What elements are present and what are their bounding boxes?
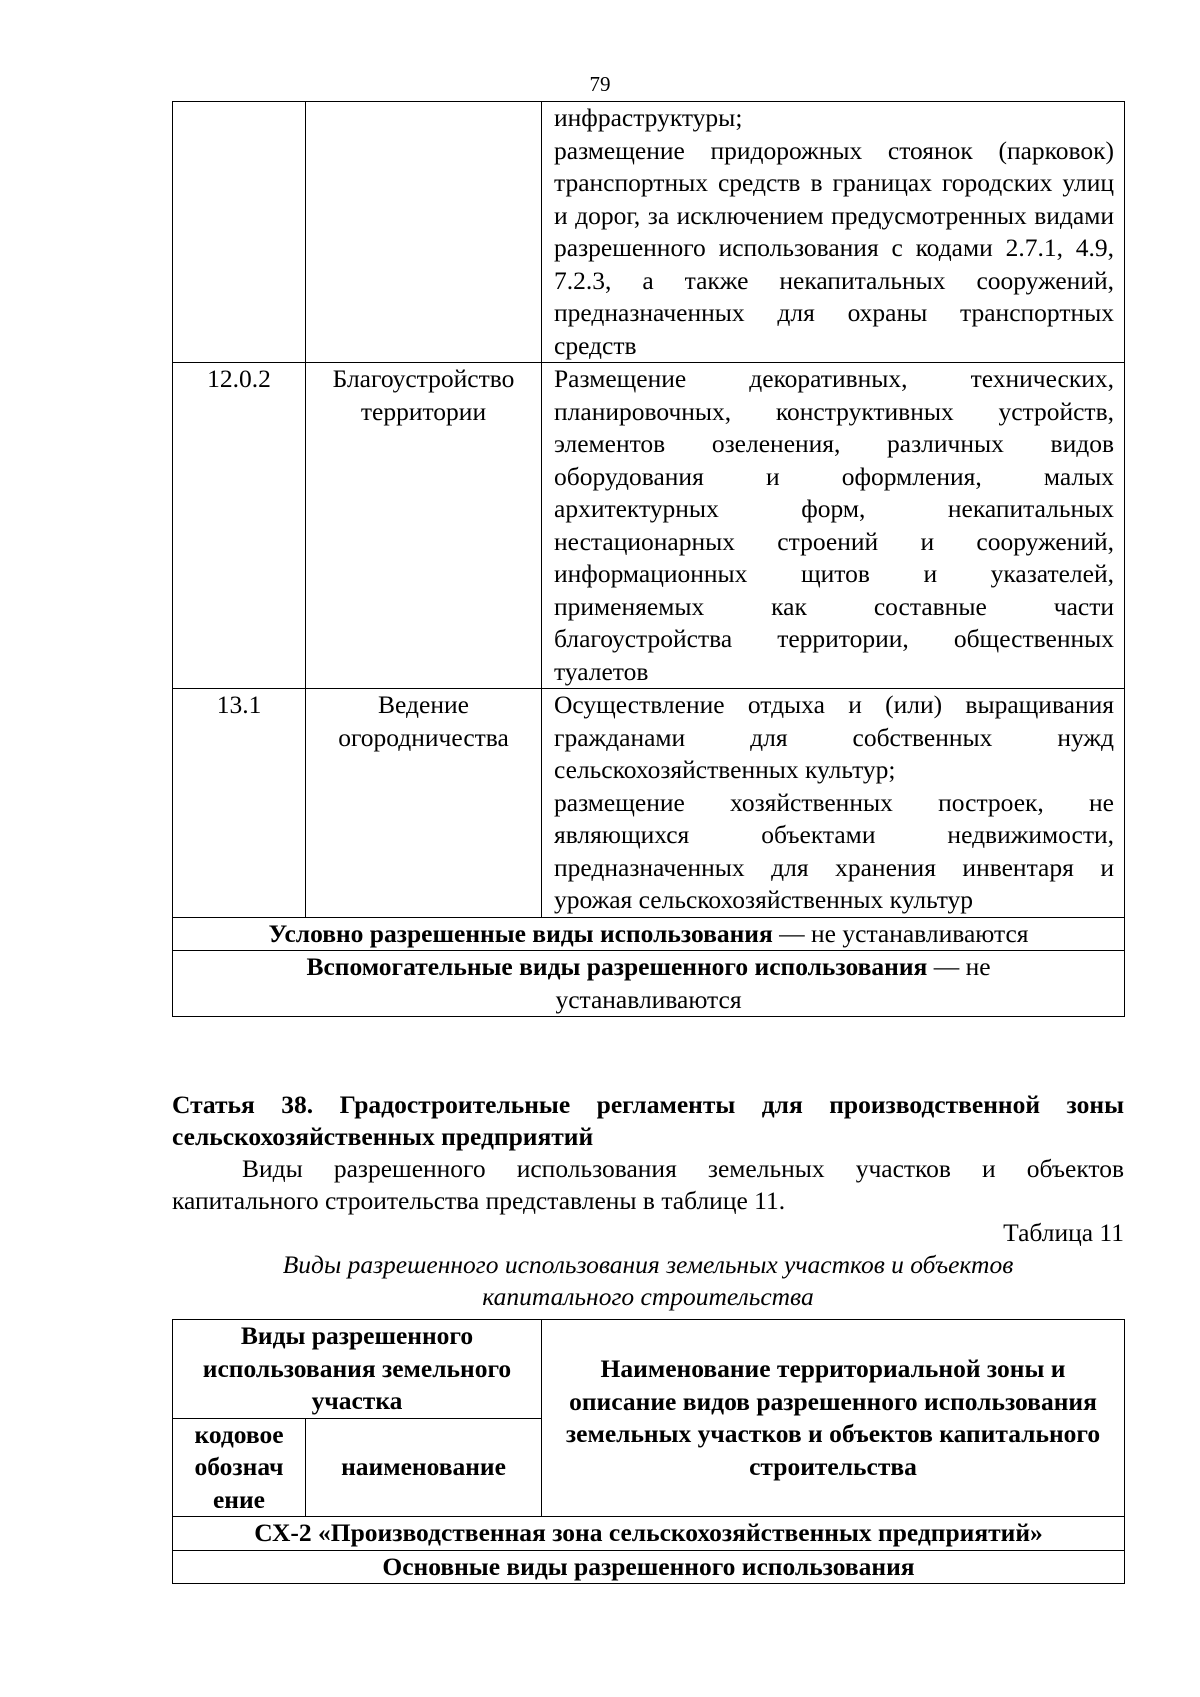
table-label: Таблица 11 xyxy=(1003,1218,1124,1247)
use-name-cell: Благоустройство территории xyxy=(306,363,542,689)
land-use-table-continued xyxy=(172,101,1125,1017)
zone-title-cell: СХ-2 «Производственная зона сельскохозяйственных предприятий» xyxy=(173,1517,1125,1551)
conditional-uses-heading: Условно разрешенные виды использования xyxy=(268,918,773,948)
zone-description-header-cell: Наименование территориальной зоны и описание видов разрешенного использования земельных участков и объектов капитального строительства xyxy=(542,1320,1125,1517)
use-code-cell xyxy=(173,102,306,363)
conditional-uses-note: — не устанавливаются xyxy=(772,918,1029,948)
table-caption: Виды разрешенного использования земельных участков и объектов капитального строительства xyxy=(282,1250,1014,1311)
use-name-cell: Ведение огородничества xyxy=(306,689,542,918)
zone-row xyxy=(173,1517,1125,1551)
group-header-cell: Виды разрешенного использования земельного участка xyxy=(173,1320,542,1419)
use-description-cell xyxy=(542,363,1125,689)
use-description-cell xyxy=(542,102,1125,363)
article-38-section xyxy=(172,1089,1124,1313)
main-uses-cell: Основные виды разрешенного использования xyxy=(173,1550,1125,1584)
table-11 xyxy=(172,1319,1125,1584)
use-name-cell xyxy=(306,102,542,363)
description-paragraph: Осуществление отдыха и (или) выращивания гражданами для собственных нужд сельскохозяйственных культур; xyxy=(554,690,1114,784)
conditional-uses-cell xyxy=(173,917,1125,951)
table-header-row xyxy=(173,1320,1125,1419)
article-paragraph: Виды разрешенного использования земельных участков и объектов капитального строительства представлены в таблице 11. xyxy=(172,1154,1124,1215)
code-header-cell: кодовое обознач ение xyxy=(173,1418,306,1517)
main-uses-row xyxy=(173,1550,1125,1584)
page-number: 79 xyxy=(589,72,611,96)
conditional-uses-row xyxy=(173,917,1125,951)
table-row xyxy=(173,689,1125,918)
use-code-cell: 12.0.2 xyxy=(173,363,306,689)
description-paragraph: размещение придорожных стоянок (парковок) транспортных средств в границах городских улиц и дорог, за исключением предусмотренных видами разрешенного использования с кодами 2.7.1, 4.9, 7.2.3, а также некапитальных сооружений, предназначенных для охраны транспортных средств xyxy=(554,135,1114,360)
table-row xyxy=(173,102,1125,363)
description-paragraph: инфраструктуры; xyxy=(554,103,743,132)
auxiliary-uses-cell xyxy=(173,951,1125,1017)
auxiliary-uses-note: — не устанавливаются xyxy=(555,952,991,1014)
description-paragraph: Размещение декоративных, технических, планировочных, конструктивных устройств, элементов озеленения, различных видов оборудования и оформления, малых архитектурных форм, некапитальных нестационарных строений и сооружений, информационных щитов и указателей, применяемых как составные части благоустройства территории, общественных туалетов xyxy=(554,364,1114,686)
description-paragraph: размещение хозяйственных построек, не являющихся объектами недвижимости, предназначенных для хранения инвентаря и урожая сельскохозяйственных культур xyxy=(554,787,1114,914)
table-row xyxy=(173,363,1125,689)
name-header-cell: наименование xyxy=(306,1418,542,1517)
use-description-cell xyxy=(542,689,1125,918)
use-code-cell: 13.1 xyxy=(173,689,306,918)
auxiliary-uses-heading: Вспомогательные виды разрешенного использования xyxy=(306,952,928,981)
auxiliary-uses-row xyxy=(173,951,1125,1017)
article-title: Статья 38. Градостроительные регламенты для производственной зоны сельскохозяйственных предприятий xyxy=(172,1090,1124,1151)
